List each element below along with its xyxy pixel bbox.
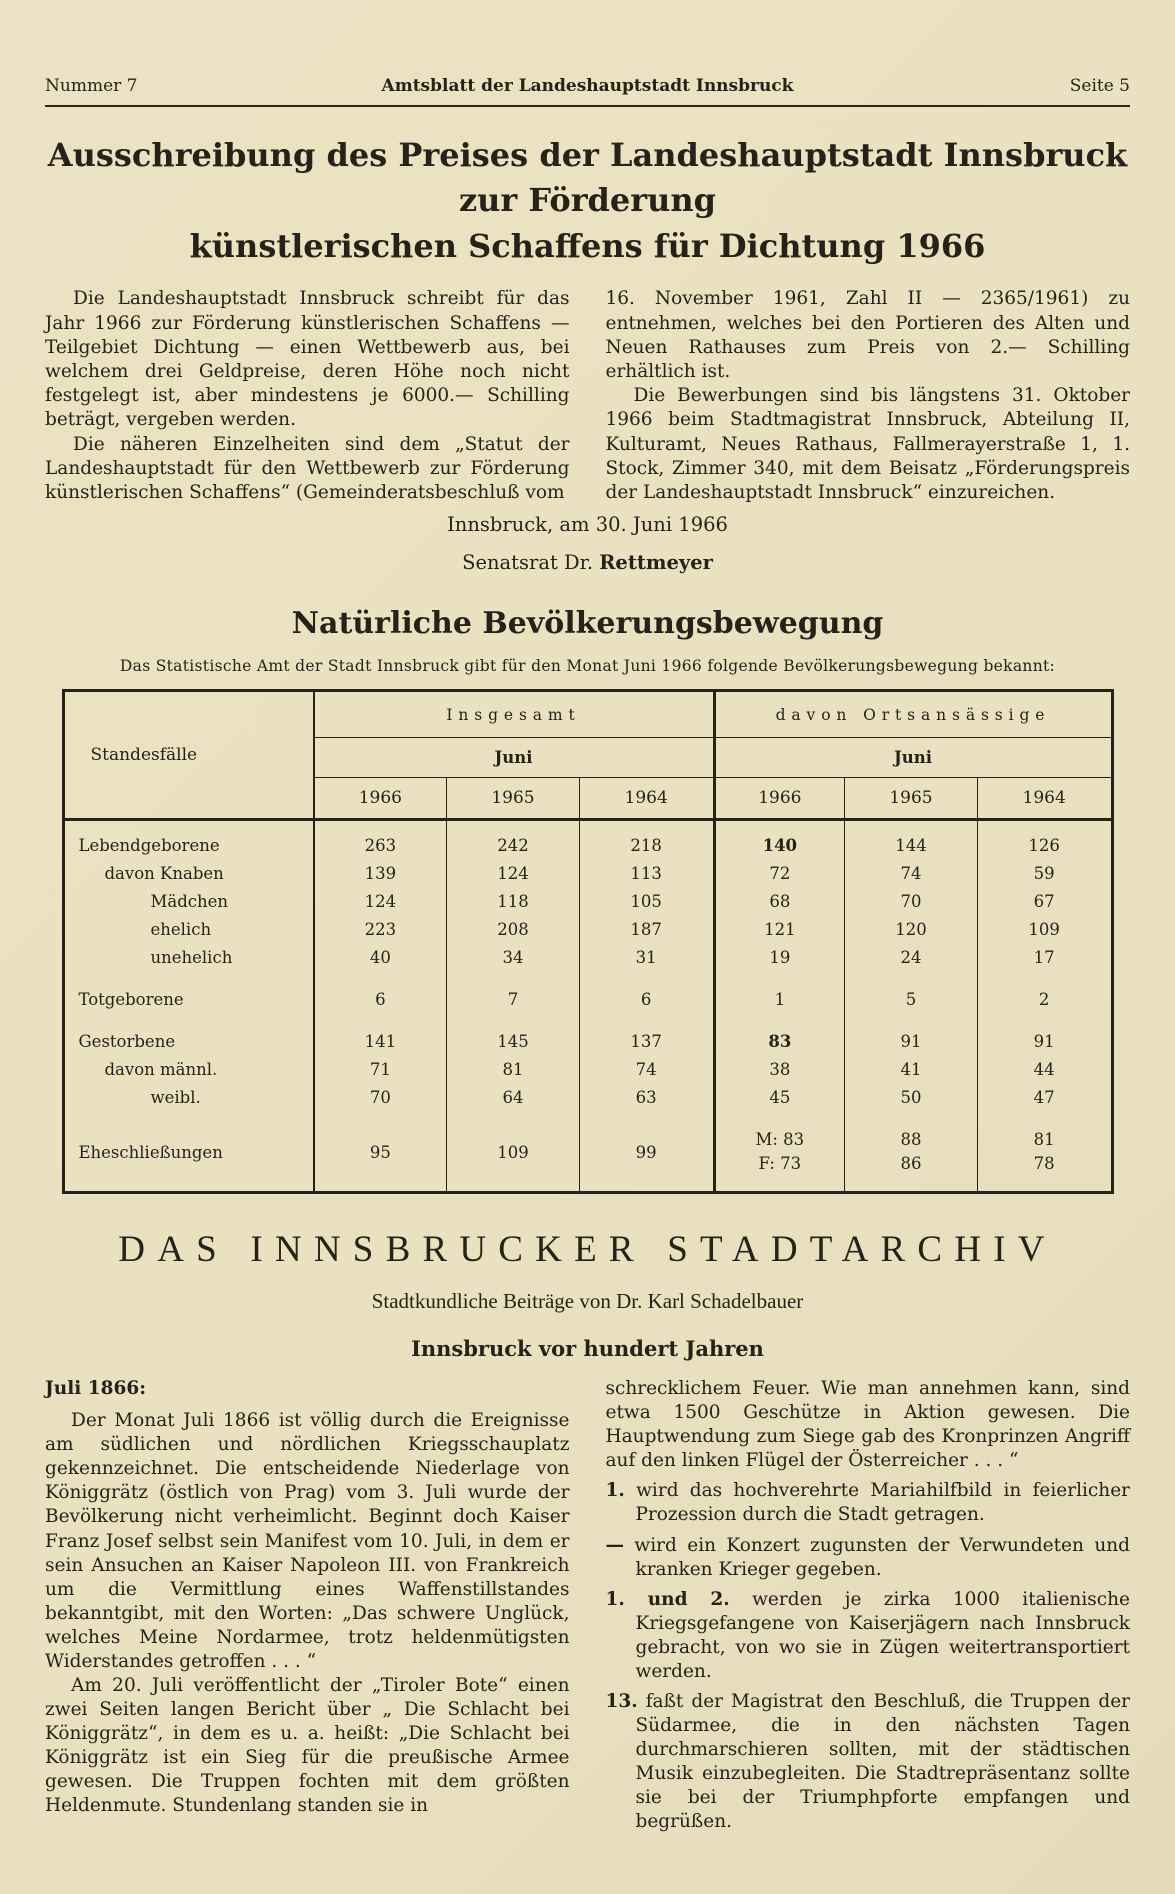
table-cell: 208 (447, 916, 580, 944)
item-marker: 1. und 2. (605, 1588, 730, 1610)
masthead-rule (45, 105, 1130, 107)
population-table-body (65, 821, 1111, 1191)
archive-list-item (606, 1690, 1131, 1834)
table-cell: 72 (713, 860, 846, 888)
statistics-intro: Das Statistische Amt der Stadt Innsbruck gibt für den Monat Juni 1966 folgende Bevölkerungsbewegung bekannt: (119, 657, 1056, 676)
table-cell: 105 (630, 892, 662, 912)
table-cell: 139 (315, 860, 448, 888)
table-cell: 121 (713, 916, 846, 944)
stadtarchiv-heading: DAS INNSBRUCKER STADTARCHIV (118, 1229, 1057, 1271)
item-text: werden je zirka 1000 italienische Kriegsgefangene von Kaiserjägern nach Innsbruck gebracht, von wo sie in Zügen weitertransportiert werden. (635, 1588, 1130, 1682)
table-row (65, 1056, 1111, 1084)
table-cell: 140 (713, 821, 846, 860)
table-cell: 17 (1033, 948, 1055, 968)
signature-name: Rettmeyer (599, 551, 713, 575)
table-cell: 218 (630, 836, 662, 856)
row-label: Eheschließungen (65, 1112, 315, 1192)
table-cell: 263 (315, 821, 448, 860)
item-marker: 13. (605, 1690, 638, 1712)
announcement-left-column (45, 287, 570, 505)
table-cell: 91 (1033, 1031, 1055, 1051)
month-heading: Juli 1866: (45, 1378, 147, 1400)
dateline: Innsbruck, am 30. Juni 1966 (447, 513, 728, 537)
journal-title: Amtsblatt der Landeshauptstadt Innsbruck (381, 76, 794, 96)
table-cell: 34 (447, 944, 580, 972)
row-label: unehelich (65, 944, 315, 972)
table-cell: 47 (1033, 1087, 1055, 1107)
archive-paragraph: Am 20. Juli veröffentlicht der „Tiroler Bote“ einen zwei Seiten langen Bericht über „ Die Schlacht bei Königgrätz“, in dem es u. a. heißt: „Die Schlacht bei Königgrätz ist ein Sieg für die preußische Armee gewesen. Die Truppen fochten mit dem größten Heldenmute. Stundenlang standen sie in (45, 1674, 570, 1817)
archive-item-list (606, 1479, 1131, 1834)
table-cell: 38 (713, 1056, 846, 1084)
announcement-body (45, 287, 1130, 505)
column-group-insgesamt: Insgesamt (315, 692, 713, 738)
table-cell: 1 (713, 972, 846, 1014)
table-row (65, 888, 1111, 916)
table-cell: 242 (447, 821, 580, 860)
table-cell: 187 (630, 920, 662, 940)
table-cell: 124 (315, 888, 448, 916)
table-cell: 109 (1028, 920, 1060, 940)
signature-title: Senatsrat Dr. (462, 551, 600, 575)
issue-number: Nummer 7 (45, 76, 138, 96)
table-cell: 5 (845, 972, 978, 1014)
table-cell: 67 (1033, 892, 1055, 912)
table-cell: 124 (447, 860, 580, 888)
archive-article-title: Innsbruck vor hundert Jahren (411, 1336, 764, 1362)
table-cell: 144 (845, 821, 978, 860)
announcement-paragraph: Die näheren Einzelheiten sind dem „Statut der Landeshauptstadt für den Wettbewerb zur Förderung künstlerischen Schaffens“ (Gemeinderatsbeschluß vom (45, 433, 570, 504)
stadtarchiv-subtitle: Stadtkundliche Beiträge von Dr. Karl Schadelbauer (371, 1289, 804, 1314)
archive-left-column (45, 1377, 570, 1834)
table-row (65, 916, 1111, 944)
item-marker: 1. (605, 1480, 625, 1502)
month-header: Juni (315, 738, 713, 778)
table-cell: 7 (447, 972, 580, 1014)
table-cell: 137 (630, 1031, 662, 1051)
table-cell: 118 (447, 888, 580, 916)
table-cell: 88 86 (845, 1112, 978, 1192)
table-cell: 6 (640, 990, 652, 1010)
table-cell: 70 (845, 888, 978, 916)
table-cell: 44 (1033, 1059, 1055, 1079)
archive-paragraph: Der Monat Juli 1866 ist völlig durch die Ereignisse am südlichen und nördlichen Kriegsschauplatz gekennzeichnet. Die entscheidende Niederlage von Königgrätz (östlich von Prag) vom 3. Juli wurde der Bevölkerung nicht verheimlicht. Beginnt doch Kaiser Franz Josef selbst sein Manifest vom 10. Juli, in dem er sein Ansuchen an Kaiser Napoleon III. von Frankreich um die Vermittlung eines Waffenstillstandes bekanntgibt, mit den Worten: „Das schwere Unglück, welches Meine Nordarmee, trotz heldenmütigsten Widerstandes getroffen . . . “ (45, 1410, 570, 1672)
row-label: Lebendgeborene (65, 821, 315, 860)
table-row (65, 972, 1111, 1014)
archive-list-item (606, 1534, 1131, 1582)
population-table-header (65, 692, 1111, 821)
table-cell: 64 (447, 1084, 580, 1112)
table-cell: 50 (845, 1084, 978, 1112)
year-header: 1964 (624, 788, 668, 809)
table-cell: 41 (845, 1056, 978, 1084)
archive-article-body (45, 1377, 1130, 1834)
table-cell: 74 (845, 860, 978, 888)
table-cell: 99 (635, 1142, 657, 1162)
table-cell: 24 (845, 944, 978, 972)
item-text: wird ein Konzert zugunsten der Verwundeten und kranken Krieger gegeben. (634, 1534, 1130, 1580)
table-cell: 6 (315, 972, 448, 1014)
announcement-title-line2: künstlerischen Schaffens für Dichtung 1966 (189, 226, 986, 265)
signature (45, 551, 1130, 574)
table-cell: 59 (1033, 864, 1055, 884)
announcement-paragraph: 16. November 1961, Zahl II — 2365/1961) zu entnehmen, welches bei den Portieren des Alten und Neuen Rathauses zum Preis von 2.— Schilling erhältlich ist. (605, 288, 1130, 383)
table-cell: 141 (315, 1014, 448, 1056)
item-marker: — (605, 1534, 624, 1556)
row-label: davon Knaben (65, 860, 315, 888)
item-text: faßt der Magistrat den Beschluß, die Truppen der Südarmee, die in den nächsten Tagen durchmarschieren sollten, mit der städtischen Musik einzubegleiten. Die Stadtrepräsentanz sollte sie bei der Triumphpforte empfangen und begrüßen. (635, 1690, 1130, 1833)
column-group-ortsansaessige: davon Ortsansässige (713, 692, 1111, 738)
table-cell: 71 (315, 1056, 448, 1084)
population-table (62, 689, 1114, 1194)
archive-list-item (606, 1479, 1131, 1527)
table-cell: 223 (315, 916, 448, 944)
table-cell: 19 (713, 944, 846, 972)
announcement-paragraph: Die Landeshauptstadt Innsbruck schreibt für das Jahr 1966 zur Förderung künstlerischen Schaffens — Teilgebiet Dichtung — einen Wettbewerb aus, bei welchem drei Geldpreise, deren Höhe noch nicht festgelegt ist, aber mindestens je 6000.— Schilling beträgt, vergeben werden. (45, 288, 570, 431)
table-cell: 81 78 (1033, 1129, 1055, 1174)
column-header-standesfaelle: Standesfälle (65, 692, 315, 818)
year-header: 1964 (1022, 788, 1066, 809)
table-cell: M: 83 F: 73 (713, 1112, 846, 1192)
table-row (65, 860, 1111, 888)
table-cell: 70 (315, 1084, 448, 1112)
announcement-title (45, 133, 1130, 269)
table-cell: 81 (447, 1056, 580, 1084)
year-header: 1966 (713, 778, 846, 818)
table-cell: 2 (1038, 990, 1050, 1010)
table-row (65, 944, 1111, 972)
masthead (45, 76, 1130, 96)
table-row (65, 1112, 1111, 1192)
table-cell: 63 (635, 1087, 657, 1107)
archive-list-item (606, 1588, 1131, 1684)
table-cell: 95 (315, 1112, 448, 1192)
year-header: 1965 (447, 778, 580, 818)
table-cell: 113 (630, 864, 662, 884)
row-label: davon männl. (65, 1056, 315, 1084)
row-label: Totgeborene (65, 972, 315, 1014)
table-cell: 145 (447, 1014, 580, 1056)
table-cell: 45 (713, 1084, 846, 1112)
row-label: Gestorbene (65, 1014, 315, 1056)
table-cell: 109 (447, 1112, 580, 1192)
year-header: 1965 (845, 778, 978, 818)
row-label: Mädchen (65, 888, 315, 916)
row-label: weibl. (65, 1084, 315, 1112)
archive-right-column (606, 1377, 1131, 1834)
table-cell: 83 (713, 1014, 846, 1056)
table-row (65, 821, 1111, 860)
month-header: Juni (713, 738, 1111, 778)
page-number: Seite 5 (1069, 76, 1130, 96)
table-cell: 74 (635, 1059, 657, 1079)
table-row (65, 1014, 1111, 1056)
table-cell: 31 (635, 948, 657, 968)
item-text: wird das hochverehrte Mariahilfbild in feierlicher Prozession durch die Stadt getragen. (635, 1480, 1130, 1526)
table-cell: 91 (845, 1014, 978, 1056)
table-cell: 120 (845, 916, 978, 944)
table-cell: 40 (315, 944, 448, 972)
archive-paragraph: schrecklichem Feuer. Wie man annehmen kann, sind etwa 1500 Geschütze in Aktion gewesen. Die Hauptwendung zum Siege gab des Kronprinzen Angriff auf den linken Flügel der Österreicher . . . “ (605, 1378, 1130, 1472)
announcement-paragraph: Die Bewerbungen sind bis längstens 31. Oktober 1966 beim Stadtmagistrat Innsbruck, Abteilung II, Kulturamt, Neues Rathaus, Fallmerayerstraße 1, 1. Stock, Zimmer 340, mit dem Beisatz „Förderungspreis der Landeshauptstadt Innsbruck“ einzureichen. (605, 385, 1130, 504)
table-row (65, 1084, 1111, 1112)
table-cell: 68 (713, 888, 846, 916)
row-label: ehelich (65, 916, 315, 944)
statistics-heading: Natürliche Bevölkerungsbewegung (291, 606, 884, 642)
year-header: 1966 (315, 778, 448, 818)
announcement-right-column (606, 287, 1131, 505)
table-cell: 126 (1028, 836, 1060, 856)
announcement-title-line1: Ausschreibung des Preises der Landeshauptstadt Innsbruck zur Förderung (47, 136, 1128, 220)
